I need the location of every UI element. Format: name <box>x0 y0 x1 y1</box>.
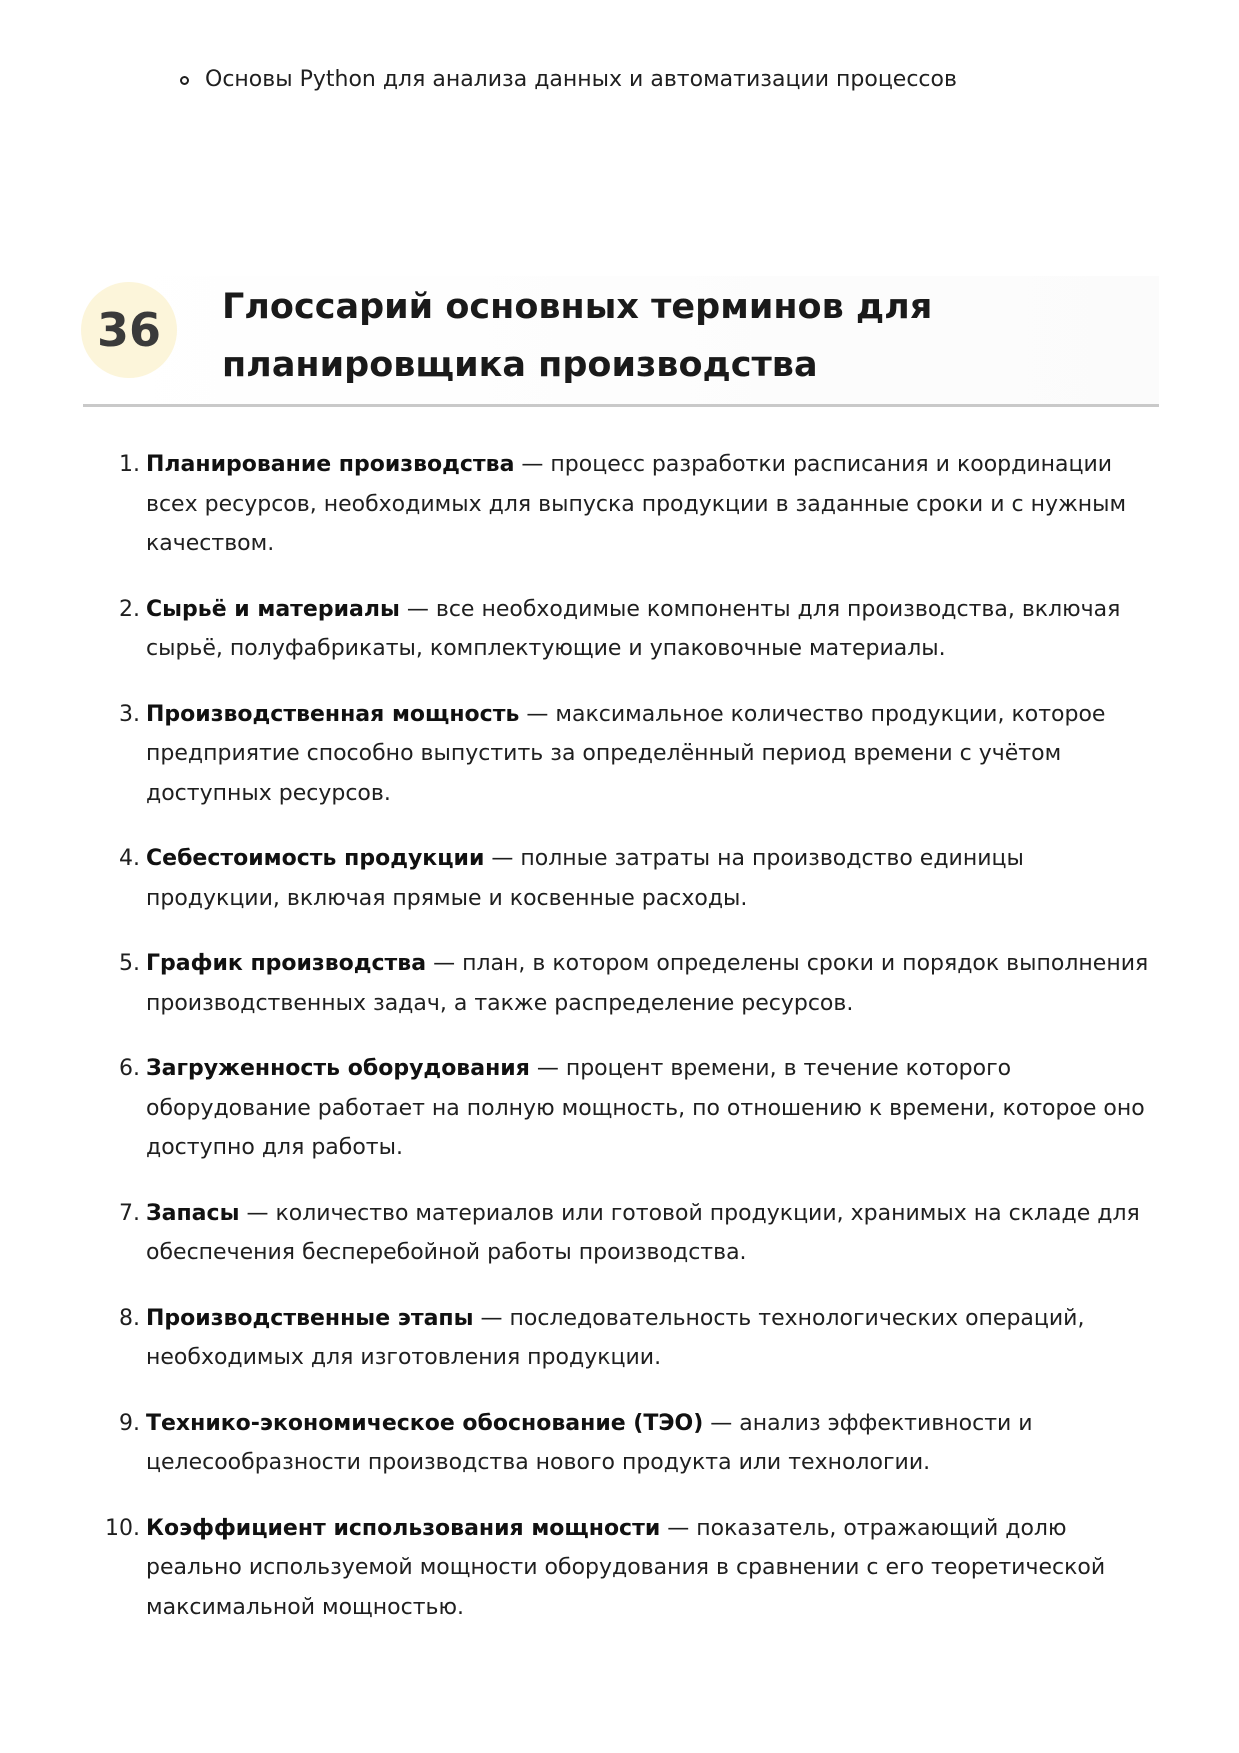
glossary-item <box>100 695 1160 814</box>
glossary-item <box>100 445 1160 564</box>
definition: — процент времени, в течение которого оборудование работает на полную мощность, по отношению к времени, которое оно доступно для работы. <box>146 1056 1145 1160</box>
item-number: 10. <box>105 1515 140 1541</box>
term: Запасы <box>146 1200 240 1226</box>
term: Себестоимость продукции <box>146 846 485 871</box>
term: Загруженность оборудования <box>146 1056 530 1081</box>
section-header <box>83 276 1159 407</box>
section-number-badge: 36 <box>81 282 177 378</box>
item-number: 3. <box>119 701 140 727</box>
definition: — полные затраты на производство единицы продукции, включая прямые и косвенные расходы. <box>146 846 1024 911</box>
definition: — все необходимые компоненты для производства, включая сырьё, полуфабрикаты, комплектующие и упаковочные материалы. <box>146 596 1121 661</box>
term: График производства <box>146 951 427 976</box>
glossary-item <box>100 1049 1160 1168</box>
glossary-item <box>100 1299 1160 1378</box>
list-item <box>180 64 957 96</box>
glossary-item <box>100 1194 1160 1273</box>
definition: — план, в котором определены сроки и порядок выполнения производственных задач, а также распределение ресурсов. <box>146 951 1149 1016</box>
circle-bullet-icon <box>180 76 189 85</box>
definition: — процесс разработки расписания и координации всех ресурсов, необходимых для выпуска продукции в заданные сроки и с нужным качеством. <box>146 452 1127 556</box>
section-title: Глоссарий основных терминов для планировщика производства <box>222 287 933 385</box>
item-number: 5. <box>119 951 140 976</box>
item-number: 8. <box>119 1305 140 1331</box>
term: Производственные этапы <box>146 1305 474 1331</box>
term: Технико-экономическое обоснование (ТЭО) <box>146 1410 704 1436</box>
glossary-item <box>100 1404 1160 1483</box>
glossary-item <box>100 944 1160 1023</box>
definition: — анализ эффективности и целесообразности производства нового продукта или технологии. <box>146 1410 1033 1475</box>
term: Коэффициент использования мощности <box>146 1515 661 1541</box>
glossary-list <box>100 445 1160 1653</box>
item-number: 7. <box>119 1200 140 1226</box>
glossary-item <box>100 1509 1160 1628</box>
definition: — максимальное количество продукции, которое предприятие способно выпустить за определённый период времени с учётом доступных ресурсов. <box>146 701 1106 806</box>
term: Планирование производства <box>146 452 515 477</box>
glossary-item <box>100 590 1160 669</box>
definition: — количество материалов или готовой продукции, хранимых на складе для обеспечения бесперебойной работы производства. <box>146 1200 1140 1265</box>
item-number: 1. <box>119 452 140 477</box>
term: Сырьё и материалы <box>146 596 400 622</box>
item-number: 9. <box>119 1410 140 1436</box>
item-number: 2. <box>119 596 140 622</box>
item-number: 6. <box>119 1056 140 1081</box>
term: Производственная мощность <box>146 701 520 727</box>
definition: — показатель, отражающий долю реально используемой мощности оборудования в сравнении с его теоретической максимальной мощностью. <box>146 1515 1106 1620</box>
glossary-item <box>100 839 1160 918</box>
list-item-text: Основы Python для анализа данных и автоматизации процессов <box>205 67 957 92</box>
item-number: 4. <box>119 846 140 871</box>
definition: — последовательность технологических операций, необходимых для изготовления продукции. <box>146 1305 1085 1370</box>
